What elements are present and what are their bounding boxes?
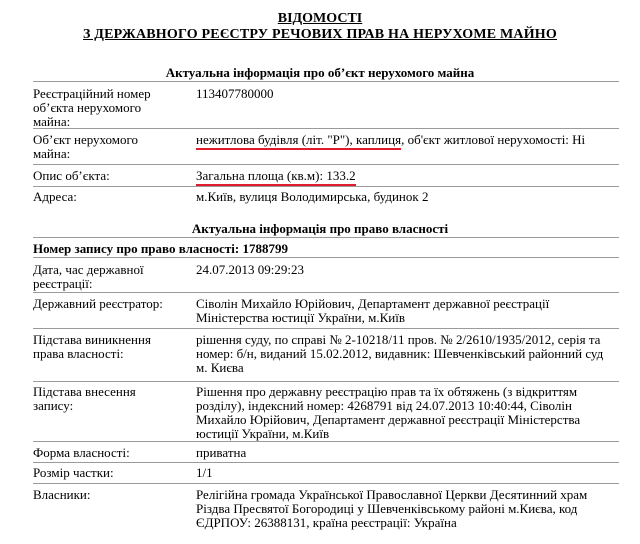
row-divider — [33, 483, 619, 484]
document-title-line1: ВІДОМОСТІ — [277, 11, 363, 26]
field-value — [196, 133, 616, 147]
field-value: Сіволін Михайло Юрійович, Департамент державної реєстрації Міністерства юстиції України, м.Київ — [196, 296, 550, 325]
field-label: Дата, час державної реєстрації: — [33, 262, 144, 291]
section-divider — [33, 81, 619, 82]
underlined-text: Загальна площа (кв.м): 133.2 — [196, 168, 356, 183]
row-divider — [33, 381, 619, 382]
field-label: Реєстраційний номер об’єкта нерухомого майна: — [33, 86, 151, 129]
value-text: , об'єкт житлової нерухомості: Ні — [401, 132, 586, 147]
record-number-value: 1788799 — [242, 241, 288, 256]
row-divider — [33, 462, 619, 463]
record-number — [33, 241, 288, 256]
row-divider — [33, 441, 619, 442]
field-label: Державний реєстратор: — [33, 296, 163, 311]
field-value: 1/1 — [196, 465, 213, 480]
field-label: Розмір частки: — [33, 465, 114, 480]
ownership-section-heading: Актуальна інформація про право власності — [191, 221, 449, 236]
field-value: Релігійна громада Української Православної Церкви Десятинний храм Різдва Пресвятої Богородиці у Шевченківському районі м.Києва, код ЄДРПОУ: 26388131, країна реєстрації: Україна — [196, 487, 588, 530]
row-divider — [33, 257, 619, 258]
field-value: приватна — [196, 445, 247, 460]
document-title — [0, 11, 640, 43]
field-label: Форма власності: — [33, 445, 130, 460]
field-value: 113407780000 — [196, 86, 274, 101]
field-value: Рішення про державну реєстрацію прав та їх обтяжень (з відкриттям розділу), індексний номер: 4268791 від 24.07.2013 10:40:44, Сіволін Михайло Юрійович, Департамент державної реєстрації Міністерства юстиції України, м.Київ — [196, 384, 581, 441]
field-label: Опис об’єкта: — [33, 168, 110, 183]
field-label: Власники: — [33, 487, 91, 502]
field-value — [196, 169, 616, 183]
section-divider — [33, 237, 619, 238]
document-title-line2: З ДЕРЖАВНОГО РЕЄСТРУ РЕЧОВИХ ПРАВ НА НЕРУХОМЕ МАЙНО — [83, 27, 557, 42]
row-divider — [33, 186, 619, 187]
field-value: рішення суду, по справі № 2-10218/11 пров. № 2/2610/1935/2012, серія та номер: б/н, виданий 15.02.2012, видавник: Шевченківський районний суд м. Києва — [196, 332, 604, 375]
row-divider — [33, 164, 619, 165]
field-value: 24.07.2013 09:29:23 — [196, 262, 304, 277]
field-label: Об’єкт нерухомого майна: — [33, 132, 139, 161]
field-label: Підстава внесення запису: — [33, 384, 136, 413]
object-section-heading: Актуальна інформація про об’єкт нерухомого майна — [165, 65, 475, 80]
field-label: Адреса: — [33, 189, 77, 204]
record-number-label: Номер запису про право власності: — [33, 241, 240, 256]
row-divider — [33, 128, 619, 129]
field-label: Підстава виникнення права власності: — [33, 332, 151, 361]
underlined-text: нежитлова будівля (літ. "Р"), каплиця — [196, 132, 402, 147]
row-divider — [33, 328, 619, 329]
row-divider — [33, 292, 619, 293]
field-value: м.Київ, вулиця Володимирська, будинок 2 — [196, 189, 429, 204]
